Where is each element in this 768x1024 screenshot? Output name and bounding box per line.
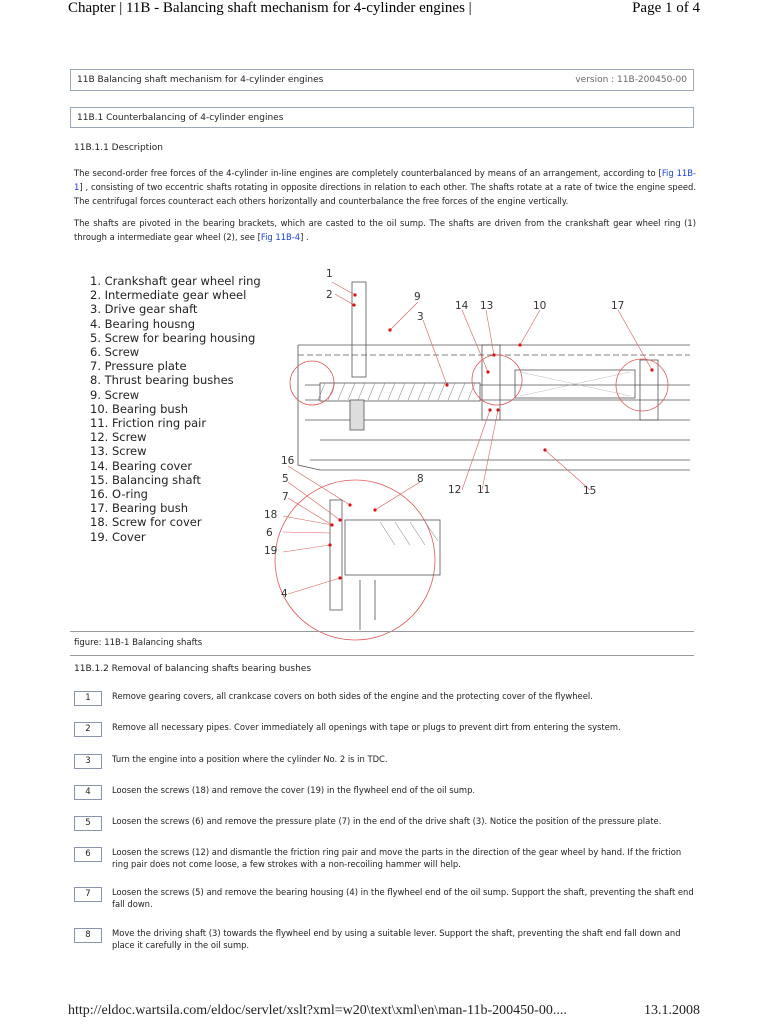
legend-item: 5. Screw for bearing housing: [90, 330, 256, 345]
callout-label: 6: [266, 527, 273, 539]
step-text: Loosen the screws (6) and remove the pressure plate (7) in the end of the drive shaft (3). Notice the position of the pressure plate.: [112, 816, 662, 826]
legend-item: 9. Screw: [90, 387, 140, 402]
callout-label: 1: [326, 268, 333, 280]
step-text: Loosen the screws (12) and dismantle the friction ring pair and move the parts in the direction of the gear wheel by hand. If the friction ring pair does not come loose, a few strokes with a non-recoiling hammer will help.: [112, 847, 682, 869]
step-text: Move the driving shaft (3) towards the flywheel end by using a suitable lever. Support the shaft, preventing the shaft end fall down and place it carefully in the oil sump.: [112, 928, 681, 950]
page-number: Page 1 of 4: [632, 0, 700, 16]
step-number: 6: [74, 847, 102, 862]
callout-label: 16: [281, 455, 295, 467]
legend-item: 14. Bearing cover: [90, 458, 193, 473]
step-number: 7: [74, 887, 102, 902]
description-title: 11B.1.1 Description: [74, 143, 163, 153]
step-1: [74, 690, 696, 718]
legend-item: 7. Pressure plate: [90, 359, 187, 374]
chapter-heading: 11B Balancing shaft mechanism for 4-cylinder engines: [77, 75, 324, 85]
step-text: Turn the engine into a position where the cylinder No. 2 is in TDC.: [112, 754, 388, 764]
step-number: 1: [74, 691, 102, 706]
step-5: [74, 815, 696, 843]
callout-label: 2: [326, 289, 333, 301]
chapter-heading-box: [70, 69, 694, 91]
callout-label: 8: [417, 473, 424, 485]
callout-label: 3: [417, 311, 424, 323]
callout-label: 11: [477, 484, 491, 496]
legend-item: 12. Screw: [90, 430, 147, 445]
version-label: version : 11B-200450-00: [575, 75, 687, 85]
figure-legend: [90, 274, 261, 544]
callout-label: 18: [264, 509, 278, 521]
step-2: [74, 721, 696, 749]
step-text: Remove gearing covers, all crankcase covers on both sides of the engine and the protecting cover of the flywheel.: [112, 691, 593, 701]
step-3: [74, 753, 696, 781]
callout-label: 5: [282, 473, 289, 485]
callout-label: 9: [414, 291, 421, 303]
legend-item: 19. Cover: [90, 529, 146, 544]
legend-item: 4. Bearing housng: [90, 316, 195, 331]
legend-item: 3. Drive gear shaft: [90, 302, 198, 317]
step-number: 5: [74, 816, 102, 831]
callout-label: 7: [282, 491, 289, 503]
figure-rule-bottom: [70, 655, 694, 656]
footer-date: 13.1.2008: [644, 1003, 700, 1018]
removal-title: 11B.1.2 Removal of balancing shafts bearing bushes: [74, 664, 312, 674]
callout-label: 15: [583, 485, 597, 497]
legend-item: 15. Balancing shaft: [90, 472, 201, 487]
legend-item: 2. Intermediate gear wheel: [90, 288, 247, 303]
header-title: Chapter | 11B - Balancing shaft mechanism for 4-cylinder engines |: [68, 0, 472, 16]
step-6: [74, 846, 696, 874]
legend-item: 18. Screw for cover: [90, 515, 202, 530]
description-paragraph-1: The second-order free forces of the 4-cylinder in-line engines are completely counterbalanced by means of an arrangement, according to [Fig 11B-1] , consisting of two eccentric shafts rotating in opposite directions in relation to each other. The shafts rotate at a rate of twice the engine speed. The centrifugal forces counteract each others horizontally and counterbalance the free forces of the engine vertically.: [74, 168, 696, 206]
figure-rule-top: [70, 631, 694, 632]
section-heading-box: [70, 107, 694, 128]
legend-item: 16. O-ring: [90, 487, 148, 502]
step-number: 4: [74, 785, 102, 800]
step-text: Loosen the screws (5) and remove the bearing housing (4) in the flywheel end of the oil sump. Support the shaft, preventing the shaft end fall down.: [112, 887, 694, 909]
description-paragraph-2: The shafts are pivoted in the bearing brackets, which are casted to the oil sump. The shafts are driven from the crankshaft gear wheel ring (1) through a intermediate gear wheel (2), see [Fig 11B-4] .: [74, 218, 696, 242]
callout-label: 17: [611, 300, 625, 312]
callout-label: 12: [448, 484, 462, 496]
legend-item: 1. Crankshaft gear wheel ring: [90, 274, 261, 288]
step-8: [74, 927, 696, 955]
callout-label: 4: [281, 588, 288, 600]
step-7: [74, 886, 696, 914]
figure-caption: figure: 11B-1 Balancing shafts: [74, 638, 203, 648]
fig-11b-4-link[interactable]: Fig 11B-4: [260, 232, 301, 242]
page-header: [0, 0, 768, 28]
footer-url[interactable]: http://eldoc.wartsila.com/eldoc/servlet/xslt?xml=w20\text\xml\en\man-11b-200450-00....: [68, 1003, 567, 1018]
callout-label: 19: [264, 545, 278, 557]
legend-item: 13. Screw: [90, 444, 147, 459]
callout-label: 13: [480, 300, 494, 312]
legend-item: 10. Bearing bush: [90, 401, 188, 416]
step-number: 2: [74, 722, 102, 737]
step-number: 8: [74, 928, 102, 943]
legend-item: 6. Screw: [90, 345, 140, 360]
legend-item: 17. Bearing bush: [90, 501, 188, 516]
fig-11b-1-link[interactable]: Fig 11B-1: [74, 168, 696, 192]
step-4: [74, 784, 696, 812]
callout-label: 10: [533, 300, 547, 312]
balancing-shaft-drawing: [264, 262, 692, 632]
step-text: Loosen the screws (18) and remove the cover (19) in the flywheel end of the oil sump.: [112, 785, 476, 795]
callout-label: 14: [455, 300, 469, 312]
step-text: Remove all necessary pipes. Cover immediately all openings with tape or plugs to prevent dirt from entering the system.: [112, 722, 621, 732]
legend-item: 11. Friction ring pair: [90, 416, 207, 431]
section-heading: 11B.1 Counterbalancing of 4-cylinder engines: [77, 113, 284, 123]
legend-item: 8. Thrust bearing bushes: [90, 373, 234, 388]
step-number: 3: [74, 754, 102, 769]
